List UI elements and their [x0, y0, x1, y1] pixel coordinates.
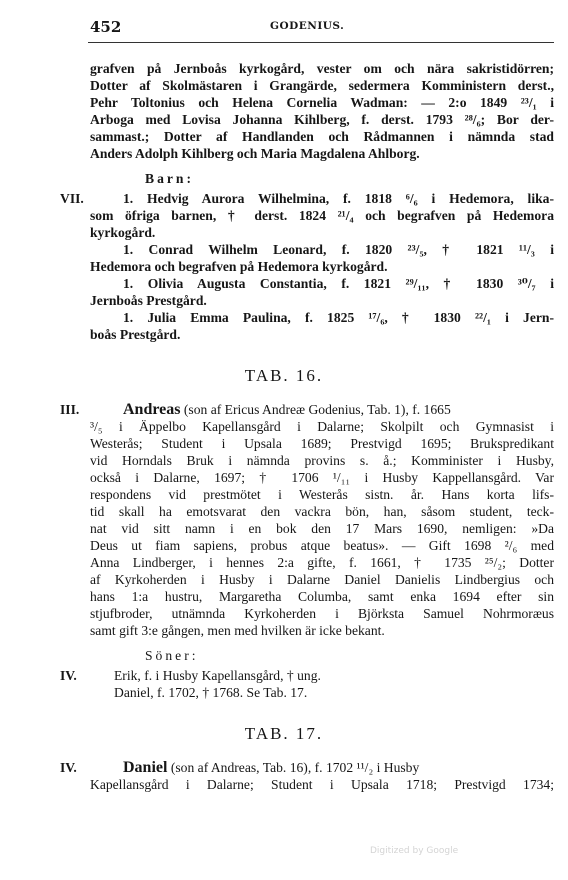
text-line: boås Prestgård. [90, 327, 181, 342]
person-name: Daniel [123, 759, 168, 776]
barn-heading: Barn: [145, 171, 194, 186]
text-line: Erik, f. i Husby Kapellansgård, † ung. [114, 668, 321, 683]
running-title: GODENIUS. [270, 20, 345, 32]
text-line: hans 1:a hustru, Margaretha Columba, samt enka 1694 efter sin [90, 589, 554, 604]
text-line: stjufbroder, utnämnda Kyrkoherden i Björksta Samuel Nohrmoræus [90, 606, 554, 621]
tab-17-first-line [123, 759, 554, 776]
text-line: 1. Julia Emma Paulina, f. 1825 ¹⁷/₆, † 1830 ²²/₁ i Jern- [123, 310, 554, 325]
person-name: Andreas [123, 401, 181, 418]
text-line: respondens vid prestmötet i Westerås sistn. år. Hans korta lifs- [90, 487, 554, 502]
text-line: Jernboås Prestgård. [90, 293, 207, 308]
text-line: af Kyrkoherden i Husby i Dalarne Daniel Danielis Lindbergius och [90, 572, 554, 587]
text-line: grafven på Jernboås kyrkogård, vester om och nära sakristidörren; [90, 61, 554, 76]
text-line: Pehr Toltonius och Helena Cornelia Wadman: — 2:o 1849 ²³/₁ i [90, 95, 554, 110]
text-line: Dotter af Skolmästaren i Grangärde, sedermera Komministern derst., [90, 78, 554, 93]
soner-heading: Söner: [145, 648, 199, 663]
page-header [0, 18, 568, 38]
generation-marker: IV. [60, 760, 77, 775]
text-line: sammast.; Dotter af Handlanden och Rådmannen i nämnda stad [90, 129, 554, 144]
tab-17-heading: TAB. 17. [244, 724, 324, 743]
text-line: Westerås; Student i Upsala 1689; Prestvigd 1695; Brukspredikant [90, 436, 554, 451]
header-rule [88, 42, 554, 43]
text-line: Hedemora och begrafven på Hedemora kyrkogård. [90, 259, 388, 274]
scan-watermark: Digitized by Google [370, 846, 459, 856]
text-line: Anna Lindberger, i hennes 2:a gifte, f. 1661, † 1735 ²⁵/₂; Dotter [90, 555, 554, 570]
generation-marker: VII. [60, 191, 84, 206]
text-line: Kapellansgård i Dalarne; Student i Upsala 1718; Prestvigd 1734; [90, 777, 554, 792]
tab-16-heading: TAB. 16. [244, 366, 324, 385]
text-line: också i Dalarne, 1697; † 1706 ¹/₁₁ i Husby Kappellansgård. Var [90, 470, 554, 485]
text-line: 1. Hedvig Aurora Wilhelmina, f. 1818 ⁶/₆ i Hedemora, lika- [123, 191, 554, 206]
text-line: (son af Ericus Andreæ Godenius, Tab. 1), f. 1665 [180, 402, 451, 417]
text-line: Deus ut fiam sapiens, probus atque beatus». — Gift 1698 ²/₆ med [90, 538, 554, 553]
tab-16-first-line [123, 401, 554, 418]
text-line: Anders Adolph Kihlberg och Maria Magdalena Ahlborg. [90, 146, 420, 161]
text-line: nat vid sitt namn i en bok den 17 Mars 1690, nemligen: »Da [90, 521, 554, 536]
text-line: (son af Andreas, Tab. 16), f. 1702 ¹¹/₂ i Husby [167, 760, 420, 775]
text-line: 1. Olivia Augusta Constantia, f. 1821 ²⁹/₁₁, † 1830 ³⁰/₇ i [123, 276, 554, 291]
generation-marker: IV. [60, 668, 77, 683]
text-line: som öfriga barnen, † derst. 1824 ²¹/₄ och begrafven på Hedemora [90, 208, 554, 223]
page-number: 452 [90, 18, 122, 36]
generation-marker: III. [60, 402, 80, 417]
text-line: 1. Conrad Wilhelm Leonard, f. 1820 ²³/₅, † 1821 ¹¹/₃ i [123, 242, 554, 257]
text-line: vid Horndals Bruk i nämnda provins s. å.; Komminister i Husby, [90, 453, 554, 468]
text-line: Daniel, f. 1702, † 1768. Se Tab. 17. [114, 685, 308, 700]
text-line: samt gift 3:e gången, men med hvilken är icke bekant. [90, 623, 385, 638]
text-line: ³/₅ i Äppelbo Kapellansgård i Dalarne; Skolpilt och Gymnasist i [90, 419, 554, 434]
text-line: Arboga med Lovisa Johanna Kihlberg, f. derst. 1793 ²⁸/₆; Bor der- [90, 112, 554, 127]
text-line: kyrkogård. [90, 225, 156, 240]
text-line: tid skall ha emotsvarat den vackra bön, han, såsom student, teck- [90, 504, 554, 519]
